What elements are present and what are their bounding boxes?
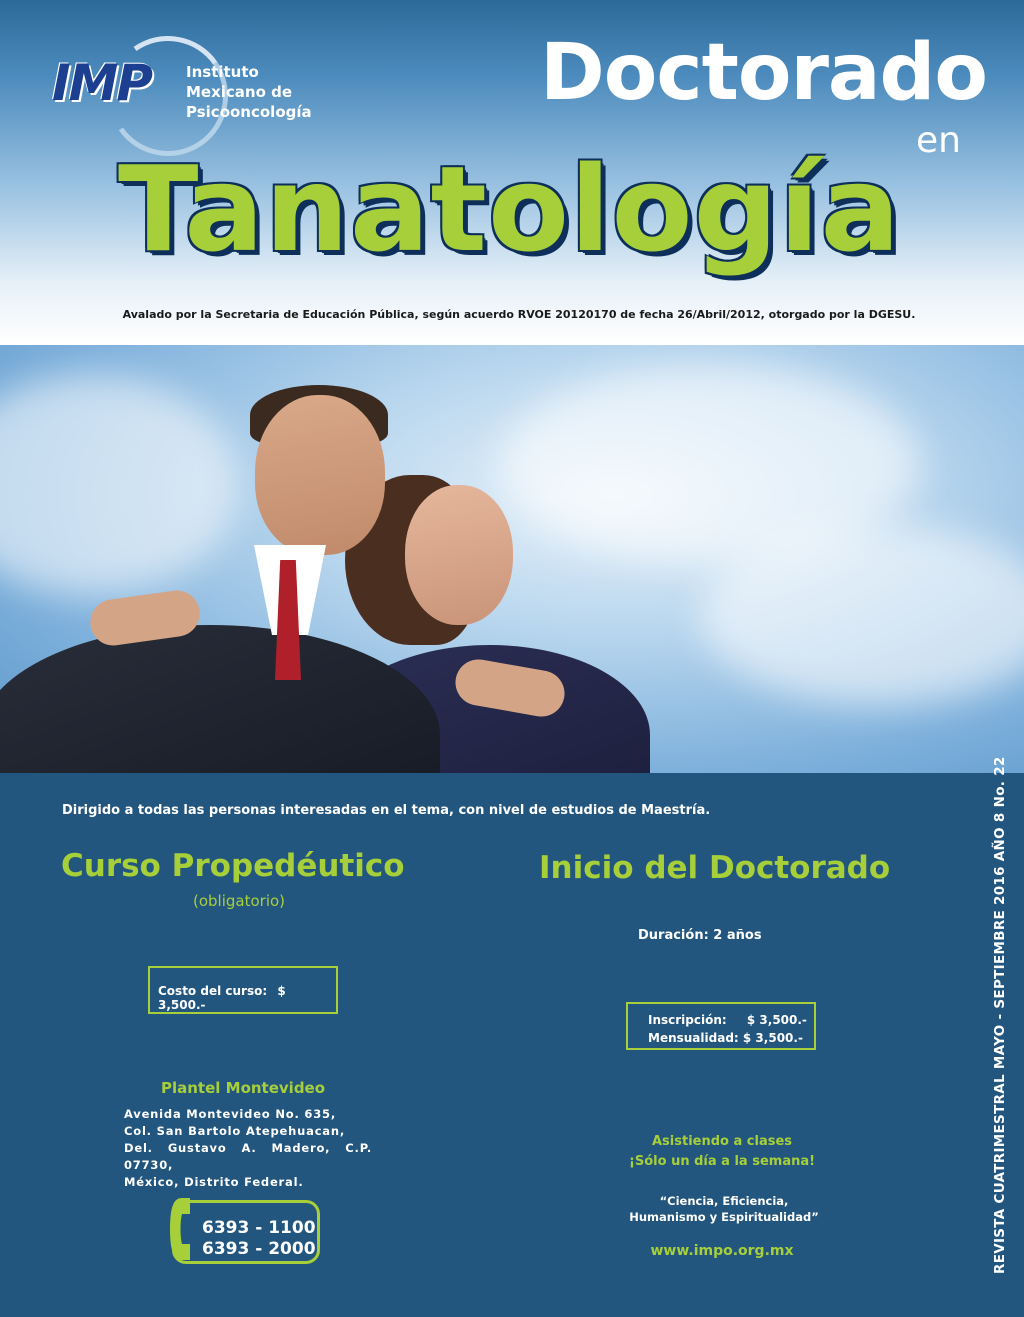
mensualidad-value: $ 3,500.- (742, 1031, 803, 1045)
cloud-shape (700, 525, 1024, 705)
propedeutico-title: Curso Propedéutico (61, 848, 405, 884)
audience-text: Dirigido a todas las personas interesadas en el tema, con nivel de estudios de Maestría. (62, 803, 711, 818)
address-line-4: México, Distrito Federal. (124, 1175, 304, 1189)
schedule-text (622, 1132, 822, 1172)
motto-text (610, 1193, 838, 1225)
propedeutico-note: (obligatorio) (193, 892, 286, 910)
logo-line-1: Instituto (186, 63, 259, 81)
address-line-3: Del. Gustavo A. Madero, C.P. 07730, (124, 1141, 372, 1172)
rvoe-note: Avalado por la Secretaria de Educación Pública, según acuerdo RVOE 20120170 de fecha 26/Abril/2012, otorgado por la DGESU. (122, 308, 916, 321)
schedule-line-2: ¡Sólo un día a la semana! (628, 1154, 816, 1169)
logo-mark: IMP (52, 54, 152, 112)
fees-box (626, 1002, 816, 1050)
duration-text: Duración: 2 años (638, 928, 762, 943)
title-doctorado: Doctorado (540, 28, 987, 118)
phone-number-1[interactable]: 6393 - 1100 (202, 1218, 316, 1238)
address-line-2: Col. San Bartolo Atepehuacan, (124, 1124, 346, 1138)
man-head (255, 395, 385, 555)
woman-head (405, 485, 513, 625)
doctorado-start-title: Inicio del Doctorado (539, 850, 891, 886)
hero-photo (0, 345, 1024, 773)
address-line-1: Avenida Montevideo No. 635, (124, 1107, 336, 1121)
title-en: en (916, 120, 961, 161)
course-cost-value: $ 3,500.- (158, 984, 286, 1012)
inscripcion-row (648, 1011, 814, 1029)
imp-logo (48, 34, 348, 144)
cloud-shape (0, 375, 240, 595)
phone-number-2[interactable]: 6393 - 2000 (202, 1239, 316, 1259)
motto-line-1: “Ciencia, Eficiencia, (659, 1194, 789, 1208)
website-link[interactable]: www.impo.org.mx (650, 1243, 794, 1259)
title-tanatologia: Tanatología (118, 140, 902, 278)
logo-line-2: Mexicano de (186, 83, 293, 101)
mensualidad-label: Mensualidad: (648, 1031, 739, 1045)
inscripcion-label: Inscripción: (648, 1013, 727, 1027)
plantel-title: Plantel Montevideo (161, 1079, 326, 1097)
course-cost-label: Costo del curso: (158, 984, 268, 998)
schedule-line-1: Asistiendo a clases (651, 1134, 793, 1149)
man-body (0, 625, 440, 773)
issue-info-vertical: REVISTA CUATRIMESTRAL MAYO - SEPTIEMBRE 2016 AÑO 8 No. 22 (992, 756, 1008, 1274)
course-cost-box (148, 966, 338, 1014)
logo-line-3: Psicooncología (186, 103, 312, 121)
motto-line-2: Humanismo y Espiritualidad” (629, 1210, 819, 1224)
header-banner (0, 0, 1024, 345)
logo-text (186, 62, 312, 122)
inscripcion-value: $ 3,500.- (746, 1013, 807, 1027)
mensualidad-row (648, 1029, 814, 1047)
plantel-address (124, 1106, 372, 1191)
